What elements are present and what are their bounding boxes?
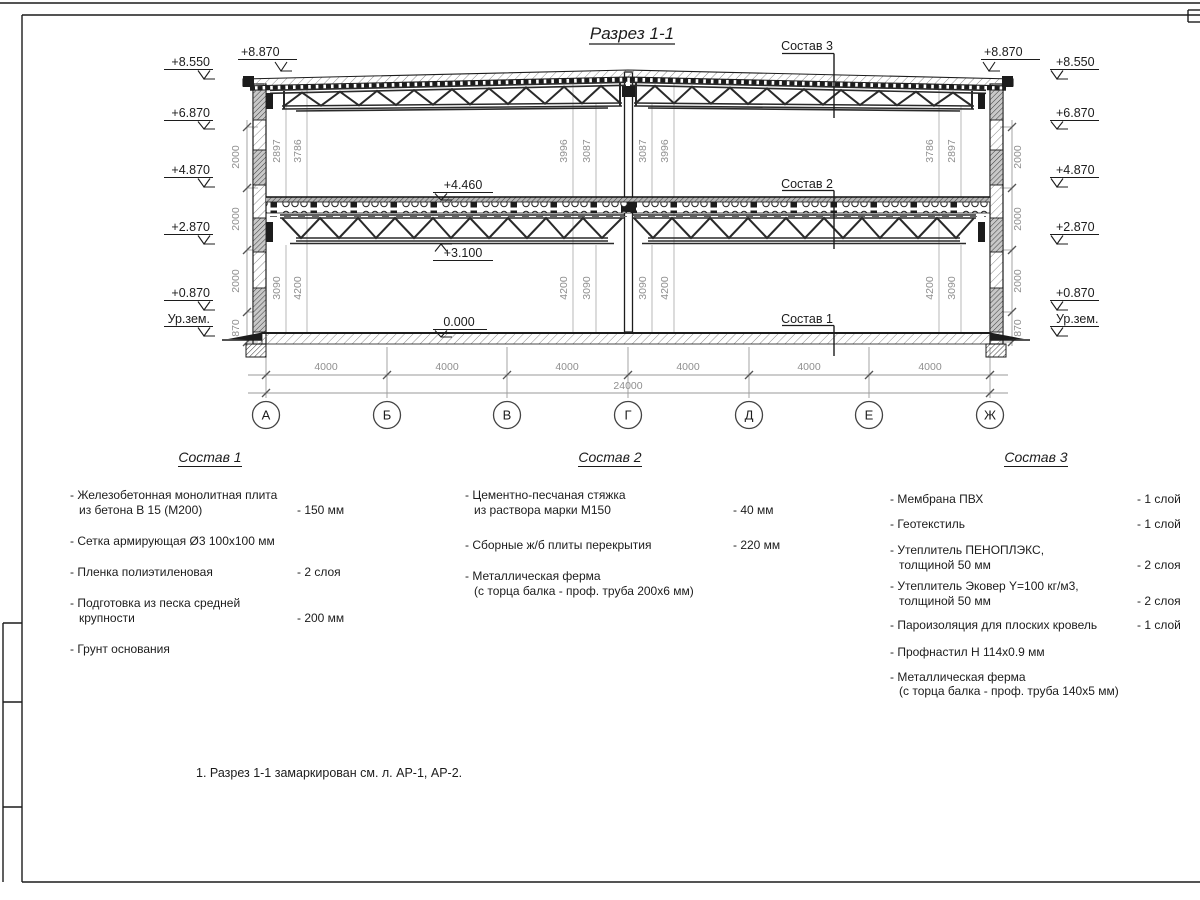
comp3-item4-value: - 2 слоя [1137, 594, 1181, 608]
composition-list-3 [880, 450, 1192, 700]
leader-sostav-2: Состав 2 [781, 177, 833, 191]
left-wall [253, 84, 266, 344]
composition-list-2 [455, 449, 781, 610]
dim-upper-7: 3786 [924, 139, 936, 163]
dim-lower-7: 4200 [924, 276, 936, 300]
level-left-2870: +2.870 [171, 220, 210, 234]
chain-left-2: 2000 [230, 207, 242, 231]
level-left-0870: +0.870 [171, 286, 210, 300]
dim-total: 24000 [613, 380, 643, 392]
level-slab-4460: +4.460 [443, 178, 483, 192]
level-left-8550: +8.550 [171, 55, 210, 69]
dim-lower-1: 3090 [271, 276, 283, 300]
axis-bubbles [253, 402, 1004, 429]
axis-d: Д [744, 407, 754, 423]
comp1-item1-line2: из бетона В 15 (М200) [79, 503, 203, 517]
level-left-ground: Ур.зем. [167, 312, 210, 326]
dim-lower-5: 3090 [637, 276, 649, 300]
level-right-6870: +6.870 [1056, 106, 1095, 120]
axis-e: Е [864, 407, 874, 423]
comp2-item1-line1: - Цементно-песчаная стяжка [465, 488, 626, 502]
comp3-item7-line2: (с торца балка - проф. труба 140х5 мм) [899, 684, 1119, 698]
comp1-title: Состав 1 [178, 449, 242, 465]
level-right-8550: +8.550 [1056, 55, 1095, 69]
axis-g: Г [624, 407, 632, 423]
comp1-item4-line1: - Подготовка из песка средней [70, 596, 241, 610]
chain-right-3: 2000 [1012, 269, 1024, 293]
comp3-item3-line2: толщиной 50 мм [899, 558, 991, 572]
ground-slab [262, 333, 990, 344]
dim-lower-8: 3090 [946, 276, 958, 300]
elevation-marks-right [1050, 55, 1099, 336]
comp2-item3-line1: - Металлическая ферма [465, 569, 601, 583]
dim-upper-2: 3786 [292, 139, 304, 163]
comp3-item7-line1: - Металлическая ферма [890, 670, 1026, 684]
dim-lower-2: 4200 [292, 276, 304, 300]
dim-bay-3: 4000 [555, 361, 579, 373]
comp3-item5-line1: - Пароизоляция для плоских кровель [890, 618, 1098, 632]
comp2-item3-line2: (с торца балка - проф. труба 200х6 мм) [474, 584, 694, 598]
comp1-item4-value: - 200 мм [297, 611, 345, 625]
parapet-marks [238, 45, 1040, 71]
chain-left-3: 2000 [230, 269, 242, 293]
dim-upper-3: 3996 [558, 139, 570, 163]
leader-sostav-1: Состав 1 [781, 312, 833, 326]
comp3-title: Состав 3 [1004, 449, 1068, 465]
comp3-item4-line2: толщиной 50 мм [899, 594, 991, 608]
comp3-item1-value: - 1 слой [1137, 492, 1181, 506]
comp3-item4-line1: - Утеплитель Эковер Y=100 кг/м3, [890, 579, 1079, 593]
comp1-item4-line2: крупности [79, 611, 135, 625]
axis-v: В [502, 407, 512, 423]
comp2-title: Состав 2 [578, 449, 642, 465]
comp3-item2-value: - 1 слой [1137, 517, 1181, 531]
dim-bay-4: 4000 [676, 361, 700, 373]
sheet-frame [0, 3, 1200, 882]
dim-lower-6: 4200 [659, 276, 671, 300]
chain-right-4: 870 [1012, 319, 1024, 337]
comp3-item3-line1: - Утеплитель ПЕНОПЛЭКС, [890, 543, 1045, 557]
comp2-item1-line2: из раствора марки М150 [474, 503, 611, 517]
elevation-marks-left [164, 55, 215, 336]
dim-bay-5: 4000 [797, 361, 821, 373]
level-right-0870: +0.870 [1056, 286, 1095, 300]
comp1-item3-value: - 2 слоя [297, 565, 341, 579]
drawing-title-group [589, 24, 675, 44]
dim-bay-1: 4000 [314, 361, 338, 373]
dim-upper-6: 3996 [659, 139, 671, 163]
leader-sostav-3: Состав 3 [781, 39, 833, 53]
comp3-item1-line1: - Мембрана ПВХ [890, 492, 984, 506]
chain-right-2: 2000 [1012, 207, 1024, 231]
chain-left-1: 2000 [230, 145, 242, 169]
comp3-item5-value: - 1 слой [1137, 618, 1181, 632]
level-left-6870: +6.870 [171, 106, 210, 120]
axis-a: А [261, 407, 271, 423]
level-right-4870: +4.870 [1056, 163, 1095, 177]
dim-upper-8: 2897 [946, 139, 958, 163]
axis-zh: Ж [983, 407, 997, 423]
comp3-item2-line1: - Геотекстиль [890, 517, 965, 531]
dim-bay-2: 4000 [435, 361, 459, 373]
comp2-item2-line1: - Сборные ж/б плиты перекрытия [465, 538, 652, 552]
axis-b: Б [382, 407, 392, 423]
drawing-title: Разрез 1-1 [589, 24, 675, 43]
comp2-item1-value: - 40 мм [733, 503, 774, 517]
comp1-item2-line1: - Сетка армирующая Ø3 100х100 мм [70, 534, 275, 548]
level-truss-3100: +3.100 [443, 246, 483, 260]
dim-lower-3: 4200 [558, 276, 570, 300]
dim-bay-6: 4000 [918, 361, 942, 373]
comp2-item2-value: - 220 мм [733, 538, 781, 552]
dim-upper-4: 3087 [581, 139, 593, 163]
chain-right-1: 2000 [1012, 145, 1024, 169]
comp1-item1-value: - 150 мм [297, 503, 345, 517]
level-parapet-left: +8.870 [241, 45, 280, 59]
level-left-4870: +4.870 [171, 163, 210, 177]
comp1-item1-line1: - Железобетонная монолитная плита [70, 488, 278, 502]
comp1-item3-line1: - Пленка полиэтиленовая [70, 565, 213, 579]
comp3-item6-line1: - Профнастил Н 114х0.9 мм [890, 645, 1045, 659]
comp1-item5-line1: - Грунт основания [70, 642, 170, 656]
composition-list-1 [60, 450, 360, 680]
level-floor-0000: 0.000 [443, 315, 475, 329]
level-parapet-right: +8.870 [984, 45, 1023, 59]
sheet-note: 1. Разрез 1-1 замаркирован см. л. АР-1, АР-2. [196, 766, 463, 780]
level-right-2870: +2.870 [1056, 220, 1095, 234]
chain-left-4: 870 [230, 319, 242, 337]
dim-upper-1: 2897 [271, 139, 283, 163]
comp3-item3-value: - 2 слоя [1137, 558, 1181, 572]
dim-lower-4: 3090 [581, 276, 593, 300]
level-right-ground: Ур.зем. [1056, 312, 1099, 326]
right-wall [990, 84, 1003, 344]
dim-upper-5: 3087 [637, 139, 649, 163]
